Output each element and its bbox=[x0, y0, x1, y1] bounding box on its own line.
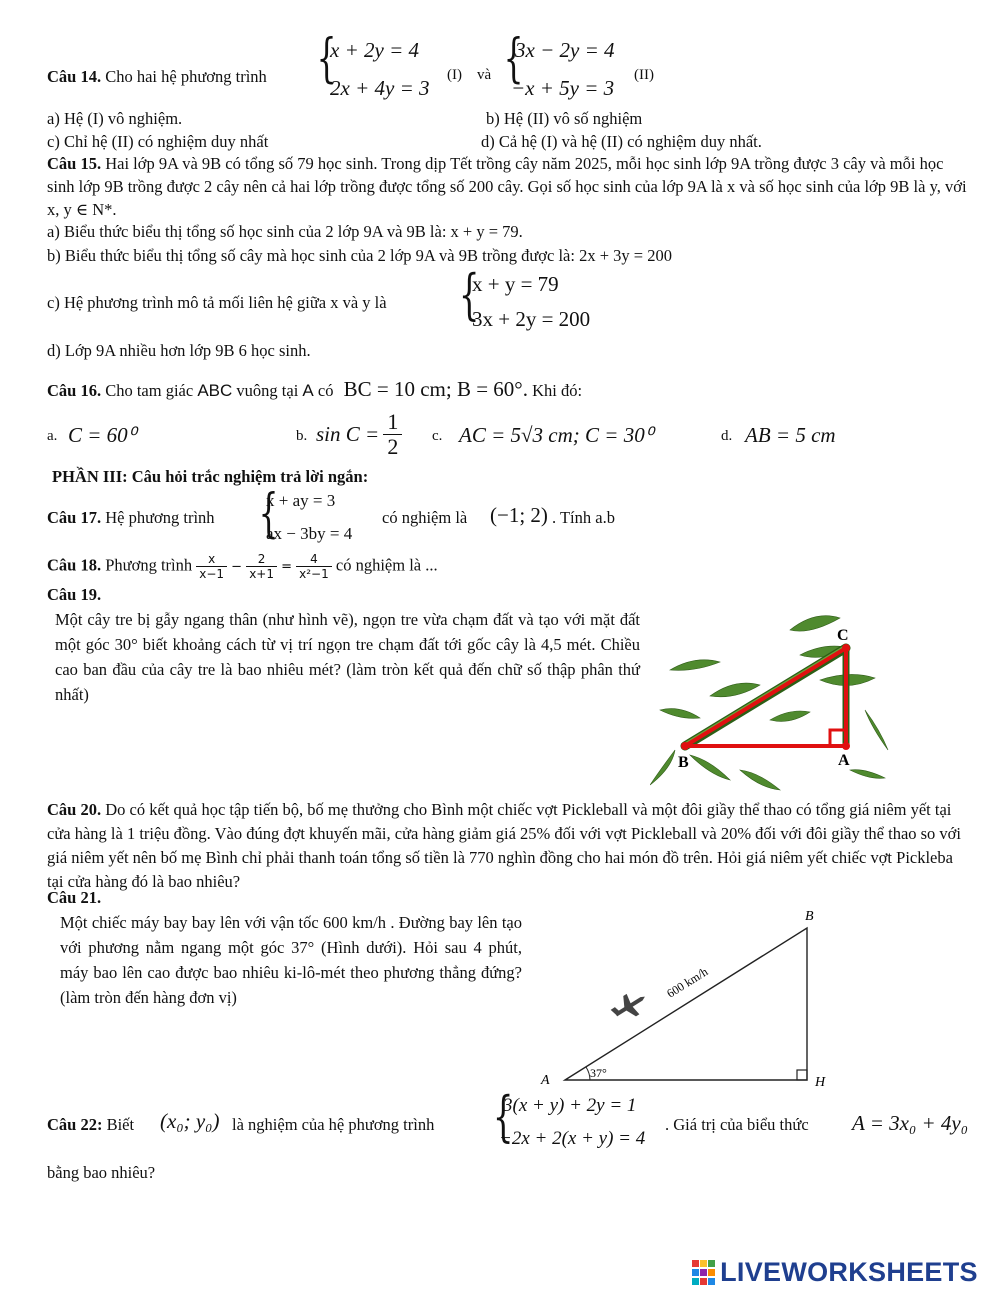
airplane-icon bbox=[608, 987, 651, 1026]
q17-sys-eq2: ax − 3by = 4 bbox=[266, 524, 353, 543]
q16-option-d-label: d. bbox=[721, 428, 733, 444]
q22-stem: Câu 22: Biết bbox=[47, 1115, 135, 1134]
q14-option-c: c) Chỉ hệ (II) có nghiệm duy nhất bbox=[47, 132, 269, 151]
q14-option-a: a) Hệ (I) vô nghiệm. bbox=[47, 109, 183, 128]
q21-point-h: H bbox=[815, 1075, 826, 1090]
q14-tag2: (II) bbox=[634, 67, 654, 83]
q16-option-b-label: b. bbox=[296, 428, 308, 444]
q14-sys2-eq1: 3x − 2y = 4 bbox=[515, 38, 615, 62]
q16-stem: Câu 16. Cho tam giác ABC vuông tại A có BC = 10 cm; B = 60°. Khi đó: bbox=[47, 377, 583, 401]
q18-stem: Câu 18. Phương trình $\frac{x}{x-1}$ − $\frac{2}{x+1}$ = $\frac{4}{\text{x²−1}}$ có nghiệm là ... bbox=[47, 552, 438, 581]
q14-sys2-eq2: −x + 5y = 3 bbox=[511, 76, 615, 100]
q17-sys-eq1: x + ay = 3 bbox=[266, 491, 336, 510]
q21-speed: 600 km/h bbox=[664, 964, 711, 1001]
brace: { bbox=[503, 29, 524, 89]
q21-point-b: B bbox=[805, 909, 814, 924]
q14-option-b: b) Hệ (II) vô số nghiệm bbox=[486, 109, 643, 128]
q14-sys1-eq1: x + 2y = 4 bbox=[330, 38, 419, 62]
brace: { bbox=[492, 1085, 514, 1148]
brace: { bbox=[316, 29, 337, 89]
q15-sys-eq2: 3x + 2y = 200 bbox=[472, 307, 591, 331]
q17-sol: (−1; 2) bbox=[490, 503, 548, 527]
q15-option-d: d) Lớp 9A nhiều hơn lớp 9B 6 học sinh. bbox=[47, 341, 311, 360]
q14-tag1: (I) bbox=[447, 67, 462, 83]
q21-text: Một chiếc máy bay bay lên với vận tốc 600 km/h . Đường bay lên tạo với phương nằm ngang một góc 37° (Hình dưới). Hỏi sau 4 phút, máy bao lên cao được bao nhiêu ki-lô-mét theo phương thẳng đứng? (làm tròn đến hàng đơn vị) bbox=[60, 913, 522, 1007]
q20-stem: Câu 20. Do có kết quả học tập tiến bộ, bố mẹ thưởng cho Bình một chiếc vợt Pickleball và một đôi giầy thể thao có tổng giá niêm yết tại cửa hàng là 1 triệu đồng. Vào đúng đợt khuyến mãi, cửa hàng giảm giá 25% đối với vợt Pickleball và 20% đối với đôi giầy thể thao so với giá niêm yết nên bố mẹ Bình chỉ phải thanh toán tổng số tiền là 770 nghìn đồng cho hai món đồ trên. Hỏi giá niêm yết chiếc vợt Pickleba tại cửa hàng đó là bao nhiêu? bbox=[47, 800, 961, 891]
brace: { bbox=[458, 263, 480, 326]
logo-icon bbox=[692, 1260, 716, 1286]
q15-option-b: b) Biểu thức biểu thị tổng số cây mà học sinh của 2 lớp 9A và 9B trồng được là: 2x + 3y = 200 bbox=[47, 246, 672, 265]
q21-point-a: A bbox=[541, 1073, 550, 1088]
q14-option-d: d) Cả hệ (I) và hệ (II) có nghiệm duy nhất. bbox=[481, 132, 762, 151]
q15-option-c: c) Hệ phương trình mô tả mối liên hệ giữa x và y là bbox=[47, 293, 387, 312]
q19-label: Câu 19. bbox=[47, 585, 102, 604]
q22-pair: (x₀; y₀) bbox=[160, 1109, 220, 1133]
q14-stem: Câu 14. Cho hai hệ phương trình bbox=[47, 67, 267, 86]
q22-sys-eq1: 3(x + y) + 2y = 1 bbox=[503, 1095, 637, 1116]
q21-label: Câu 21. bbox=[47, 888, 102, 907]
q16-option-b: sin C = $\frac{1}{2}$ bbox=[316, 410, 402, 459]
part3-heading: PHẦN III: Câu hỏi trắc nghiệm trả lời ngắn: bbox=[52, 467, 369, 486]
q15-stem: Câu 15. Hai lớp 9A và 9B có tổng số 79 học sinh. Trong dịp Tết trồng cây năm 2025, mỗi học sinh lớp 9A trồng được 3 cây và mỗi học sinh lớp 9B trồng được 2 cây nên cả hai lớp trồng được tổng số 200 cây. Gọi số học sinh của lớp 9A là x và số học sinh của lớp 9B là y, với x, y ∈ N*. bbox=[47, 154, 967, 219]
q16-option-a: C = 60⁰ bbox=[68, 423, 137, 447]
q19-point-c: C bbox=[837, 627, 849, 644]
q19-point-a: A bbox=[838, 752, 850, 769]
q19-point-b: B bbox=[678, 754, 689, 771]
q19-bamboo-figure bbox=[650, 600, 890, 795]
q21-angle: 37° bbox=[590, 1066, 607, 1080]
q19-text: Một cây tre bị gẫy ngang thân (như hình vẽ), ngọn tre vừa chạm đất và tạo với mặt đất một góc 30° biết khoảng cách từ vị trí ngọn tre chạm đất tới gốc cây là 4,5 mét. Chiều cao ban đầu của cây tre là bao nhiêu mét? (làm tròn kết quả đến chữ số thập phân thứ nhất) bbox=[55, 610, 640, 704]
q16-option-c-label: c. bbox=[432, 428, 443, 444]
q22-text2: là nghiệm của hệ phương trình bbox=[232, 1115, 435, 1134]
liveworksheets-logo: LIVEWORKSHEETS bbox=[692, 1257, 978, 1288]
q22-text3: . Giá trị của biểu thức bbox=[665, 1115, 809, 1134]
q14-and: và bbox=[477, 67, 492, 83]
q16-option-d: AB = 5 cm bbox=[745, 423, 836, 447]
q21-triangle-figure bbox=[535, 900, 845, 1095]
q22-sys-eq2: −2x + 2(x + y) = 4 bbox=[499, 1128, 646, 1149]
q16-option-c: AC = 5√3 cm; C = 30⁰ bbox=[459, 423, 654, 447]
q15-sys-eq1: x + y = 79 bbox=[472, 272, 559, 296]
q22-text4: bằng bao nhiêu? bbox=[47, 1163, 156, 1182]
brace: { bbox=[258, 484, 279, 544]
q22-expr: A = 3x₀ + 4y₀ bbox=[852, 1111, 969, 1135]
q16-option-a-label: a. bbox=[47, 428, 58, 444]
q17-ask: . Tính a.b bbox=[552, 508, 615, 527]
q15-option-a: a) Biểu thức biểu thị tổng số học sinh của 2 lớp 9A và 9B là: x + y = 79. bbox=[47, 222, 523, 241]
q14-sys1-eq2: 2x + 4y = 3 bbox=[330, 76, 430, 100]
q17-sol-text: có nghiệm là bbox=[382, 508, 468, 527]
q17-stem: Câu 17. Hệ phương trình bbox=[47, 508, 215, 527]
